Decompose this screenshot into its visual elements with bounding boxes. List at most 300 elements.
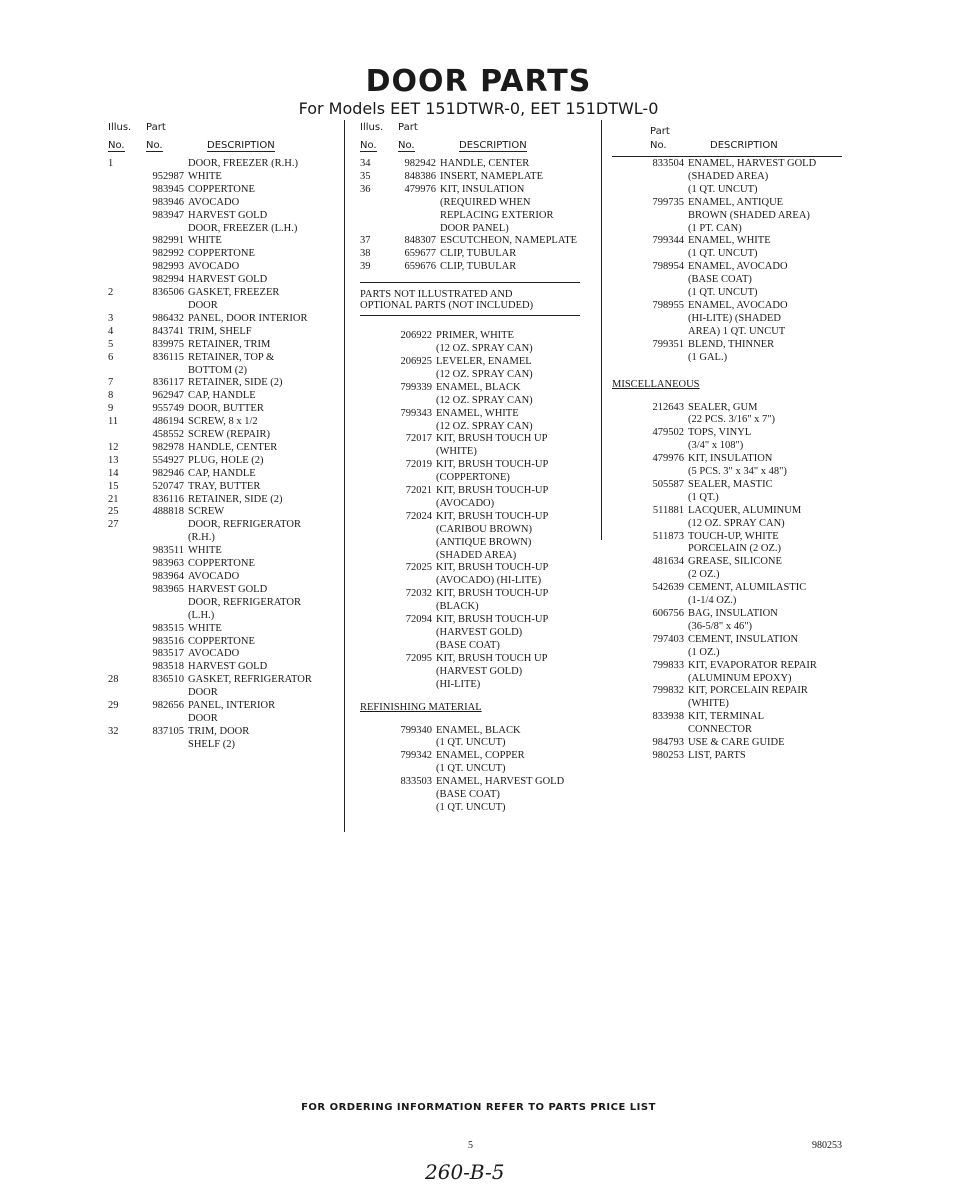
list-item [108, 571, 340, 584]
list-item [108, 223, 340, 236]
part-number: 554927 [152, 454, 184, 466]
part-number: 983517 [152, 648, 184, 660]
list-item [360, 614, 592, 627]
list-item [360, 750, 592, 763]
part-description: GASKET, FREEZER [188, 287, 280, 299]
part-number: 72024 [405, 510, 432, 522]
list-item [360, 601, 592, 614]
part-number: 72017 [405, 433, 432, 445]
list-item [612, 685, 848, 698]
list-item [108, 700, 340, 713]
ordering-info-footer: FOR ORDERING INFORMATION REFER TO PARTS PRICE LIST [301, 1102, 656, 1113]
part-number: 843741 [152, 325, 184, 337]
part-description: WHITE [188, 622, 222, 634]
column-header [360, 122, 592, 158]
part-description: COPPERTONE [188, 635, 255, 647]
part-description: COPPERTONE [188, 558, 255, 570]
part-number: 837105 [152, 725, 184, 737]
list-item [108, 597, 340, 610]
part-description: PORCELAIN (2 OZ.) [688, 543, 782, 555]
list-item [360, 472, 592, 485]
part-number: 488818 [152, 506, 184, 518]
part-description: KIT, BRUSH TOUCH UP [436, 433, 548, 445]
part-description: RETAINER, SIDE (2) [188, 493, 283, 505]
part-description: SCREW [188, 506, 225, 518]
part-description: LEVELER, ENAMEL [436, 355, 532, 367]
list-item [612, 261, 848, 274]
list-item [108, 184, 340, 197]
part-description: DOOR, BUTTER [188, 403, 264, 415]
optional-parts-title-2: OPTIONAL PARTS (NOT INCLUDED) [360, 300, 534, 312]
part-description: COPPERTONE [188, 183, 255, 195]
list-item [108, 365, 340, 378]
section-rule [360, 315, 580, 316]
part-description: PLUG, HOLE (2) [188, 454, 264, 466]
illus-number: 9 [108, 403, 114, 415]
list-item [612, 698, 848, 711]
part-description: ENAMEL, ANTIQUE [688, 196, 784, 208]
illus-number: 25 [108, 506, 119, 518]
part-description: (1 GAL.) [688, 351, 728, 363]
part-number: 982656 [152, 700, 184, 712]
part-description: (22 PCS. 3/16" x 7") [688, 414, 776, 426]
illus-number: 12 [108, 441, 119, 453]
part-description: (R.H.) [188, 532, 215, 544]
part-number: 505587 [652, 478, 684, 490]
part-description: (1 QT. UNCUT) [688, 287, 758, 299]
part-number: 986432 [152, 312, 184, 324]
illus-number: 4 [108, 325, 114, 337]
illus-number: 27 [108, 519, 119, 531]
list-item [612, 660, 848, 673]
part-number: 962947 [152, 390, 184, 402]
list-item [360, 421, 592, 434]
part-description: BOTTOM (2) [188, 364, 248, 376]
part-description: KIT, PORCELAIN REPAIR [688, 685, 808, 697]
part-number: 206925 [400, 355, 432, 367]
part-no-label: No. [398, 140, 415, 151]
list-item [360, 763, 592, 776]
list-item [612, 750, 848, 763]
part-number: 542639 [652, 582, 684, 594]
list-item [360, 511, 592, 524]
part-number: 72021 [405, 485, 432, 497]
part-number: 848386 [404, 170, 436, 182]
part-description: CAP, HANDLE [188, 390, 256, 402]
list-item [360, 248, 592, 261]
part-description: RETAINER, SIDE (2) [188, 377, 283, 389]
part-number: 212643 [652, 401, 684, 413]
part-description: WHITE [188, 545, 222, 557]
illus-number: 35 [360, 170, 371, 182]
list-item [108, 197, 340, 210]
page-number: 5 [468, 1140, 473, 1151]
part-description: (2 OZ.) [688, 569, 720, 581]
part-description: CLIP, TUBULAR [440, 248, 517, 260]
list-item [612, 556, 848, 569]
parts-list-2 [360, 158, 592, 274]
illus-number: 5 [108, 338, 114, 350]
list-item [360, 223, 592, 236]
illus-label: Illus. [360, 122, 384, 133]
list-item [360, 588, 592, 601]
list-item [612, 339, 848, 352]
list-item [612, 543, 848, 556]
list-item [612, 352, 848, 365]
list-item [360, 498, 592, 511]
part-description: CONNECTOR [688, 724, 752, 736]
list-item [108, 687, 340, 700]
part-description: LIST, PARTS [688, 749, 746, 761]
list-item [108, 558, 340, 571]
part-description: ESCUTCHEON, NAMEPLATE [440, 235, 578, 247]
part-description: BLEND, THINNER [688, 338, 775, 350]
part-number: 799340 [400, 724, 432, 736]
part-description: KIT, BRUSH TOUCH-UP [436, 614, 549, 626]
list-item [108, 210, 340, 223]
illus-number: 29 [108, 700, 119, 712]
part-description: DOOR [188, 687, 218, 699]
part-description: SEALER, MASTIC [688, 478, 773, 490]
part-description: (HI-LITE) [436, 678, 481, 690]
illus-no-label: No. [108, 140, 125, 151]
list-item [108, 545, 340, 558]
list-item [360, 330, 592, 343]
part-description: (ALUMINUM EPOXY) [688, 672, 792, 684]
part-number: 799351 [652, 338, 684, 350]
list-item [360, 789, 592, 802]
part-number: 833504 [652, 158, 684, 169]
page-subtitle: For Models EET 151DTWR-0, EET 151DTWL-0 [298, 99, 659, 118]
list-item [612, 414, 848, 427]
part-description: (HARVEST GOLD) [436, 627, 523, 638]
list-item [360, 235, 592, 248]
illus-no-label: No. [360, 140, 377, 151]
illus-number: 32 [108, 725, 119, 737]
part-number: 982993 [152, 261, 184, 273]
part-description: GASKET, REFRIGERATOR [188, 674, 312, 686]
illus-number: 36 [360, 183, 371, 195]
refinishing-list [360, 725, 592, 815]
part-description: HANDLE, CENTER [440, 158, 530, 169]
illus-number: 2 [108, 287, 114, 299]
part-description: DOOR, FREEZER (L.H.) [188, 222, 298, 234]
part-description: (12 OZ. SPRAY CAN) [436, 368, 533, 380]
column-header [108, 122, 340, 158]
list-item [360, 802, 592, 815]
part-description: KIT, EVAPORATOR REPAIR [688, 659, 817, 671]
part-number: 798955 [652, 299, 684, 311]
part-description: ENAMEL, AVOCADO [688, 299, 788, 311]
part-number: 952987 [152, 170, 184, 182]
list-item [360, 184, 592, 197]
section-rule [360, 282, 580, 283]
part-description: HANDLE, CENTER [188, 441, 278, 453]
part-label: Part [146, 122, 166, 133]
list-item [360, 343, 592, 356]
parts-list-1 [108, 158, 340, 752]
part-description: KIT, INSULATION [688, 453, 773, 465]
part-number: 982978 [152, 441, 184, 453]
list-item [360, 395, 592, 408]
part-number: 481634 [652, 556, 684, 568]
part-number: 486194 [152, 416, 184, 428]
list-item [612, 466, 848, 479]
part-description: LACQUER, ALUMINUM [688, 504, 802, 516]
list-item [360, 382, 592, 395]
list-item [360, 524, 592, 537]
list-item [360, 261, 592, 274]
list-item [108, 739, 340, 752]
list-item [612, 248, 848, 261]
list-item [108, 468, 340, 481]
part-description: CAP, HANDLE [188, 467, 256, 479]
list-item [108, 494, 340, 507]
list-item [612, 621, 848, 634]
part-number: 980253 [652, 749, 684, 761]
part-description: (12 OZ. SPRAY CAN) [688, 517, 785, 529]
part-description: CEMENT, ALUMILASTIC [688, 582, 807, 594]
list-item [612, 427, 848, 440]
list-item [360, 653, 592, 666]
part-description: ENAMEL, AVOCADO [688, 261, 788, 273]
list-item [108, 610, 340, 623]
part-description: ENAMEL, BLACK [436, 724, 521, 736]
list-item [612, 171, 848, 184]
part-number: 833938 [652, 711, 684, 723]
part-description: HARVEST GOLD [188, 274, 268, 286]
part-description: (3/4" x 108") [688, 440, 744, 452]
list-item [612, 505, 848, 518]
list-item [360, 562, 592, 575]
part-description: (REQUIRED WHEN [440, 196, 531, 208]
illus-number: 39 [360, 261, 371, 273]
list-item [108, 661, 340, 674]
part-description: ENAMEL, HARVEST GOLD [436, 776, 565, 788]
description-label: DESCRIPTION [710, 140, 778, 151]
document-number: 980253 [812, 1140, 842, 1151]
list-item [108, 674, 340, 687]
part-description: TOPS, VINYL [688, 427, 752, 439]
part-description: BROWN (SHADED AREA) [688, 209, 810, 221]
part-description: (BLACK) [436, 601, 479, 613]
part-number: 983515 [152, 622, 184, 634]
list-item [108, 713, 340, 726]
part-number: 799339 [400, 381, 432, 393]
part-number: 206922 [400, 330, 432, 342]
parts-column-2 [360, 122, 592, 815]
part-description: (1 OZ.) [688, 646, 720, 658]
illus-number: 14 [108, 467, 119, 479]
part-description: HARVEST GOLD [188, 583, 268, 595]
part-number: 799833 [652, 659, 684, 671]
part-number: 983965 [152, 583, 184, 595]
part-description: (1 QT. UNCUT) [436, 737, 506, 749]
part-number: 955749 [152, 403, 184, 415]
part-description: (HI-LITE) (SHADED [688, 312, 782, 324]
list-item [108, 532, 340, 545]
list-item [612, 569, 848, 582]
part-label: Part [398, 122, 418, 133]
part-description: RETAINER, TRIM [188, 338, 271, 350]
part-number: 458552 [152, 429, 184, 441]
part-number: 798954 [652, 261, 684, 273]
list-item [612, 595, 848, 608]
part-description: TRIM, SHELF [188, 325, 252, 337]
list-item [360, 408, 592, 421]
list-item [612, 184, 848, 197]
illus-number: 7 [108, 377, 114, 389]
part-number: 479976 [404, 183, 436, 195]
column-header [612, 122, 848, 158]
optional-parts-title: PARTS NOT ILLUSTRATED AND [360, 289, 513, 301]
part-number: 72095 [405, 652, 432, 664]
part-number: 520747 [152, 480, 184, 492]
list-item [360, 627, 592, 640]
part-description: SEALER, GUM [688, 401, 758, 413]
part-number: 511881 [652, 504, 684, 516]
list-item [612, 287, 848, 300]
list-item [108, 519, 340, 532]
part-number: 836117 [152, 377, 184, 389]
list-item [612, 274, 848, 287]
list-item [108, 390, 340, 403]
list-item [612, 402, 848, 415]
part-description: BAG, INSULATION [688, 608, 778, 619]
list-item [360, 446, 592, 459]
list-item [612, 608, 848, 621]
part-description: PRIMER, WHITE [436, 330, 514, 342]
part-description: DOOR [188, 712, 218, 724]
illus-number: 3 [108, 312, 114, 324]
page-title: DOOR PARTS [365, 64, 592, 99]
list-item [108, 377, 340, 390]
illus-number: 38 [360, 248, 371, 260]
list-item [360, 158, 592, 171]
illus-number: 21 [108, 493, 119, 505]
list-item [612, 737, 848, 750]
part-description: HARVEST GOLD [188, 661, 268, 673]
list-item [612, 647, 848, 660]
list-item [108, 261, 340, 274]
part-no-label: No. [650, 140, 667, 151]
part-number: 799342 [400, 750, 432, 762]
part-number: 836115 [152, 351, 184, 363]
part-description: (CARIBOU BROWN) [436, 523, 532, 535]
list-item [360, 776, 592, 789]
list-item [108, 403, 340, 416]
list-item [108, 584, 340, 597]
part-description: SCREW, 8 x 1/2 [188, 416, 258, 428]
part-description: ENAMEL, WHITE [688, 235, 771, 247]
part-description: SCREW (REPAIR) [188, 429, 270, 441]
parts-column-3 [612, 122, 848, 763]
list-item [612, 158, 848, 171]
header-rule [612, 156, 842, 157]
part-description: GREASE, SILICONE [688, 556, 782, 568]
part-description: DOOR, FREEZER (R.H.) [188, 158, 298, 169]
part-description: (AVOCADO) (HI-LITE) [436, 575, 542, 587]
part-number: 659676 [404, 261, 436, 273]
part-description: (36-5/8" x 46") [688, 620, 752, 632]
part-number: 983947 [152, 209, 184, 221]
part-number: 983518 [152, 661, 184, 673]
part-description: PANEL, DOOR INTERIOR [188, 312, 308, 324]
list-item [612, 223, 848, 236]
part-description: KIT, BRUSH TOUCH-UP [436, 459, 549, 471]
part-description: KIT, BRUSH TOUCH-UP [436, 485, 549, 497]
illus-number: 28 [108, 674, 119, 686]
part-description: (L.H.) [188, 609, 215, 621]
part-description: TRIM, DOOR [188, 725, 250, 737]
part-description: AVOCADO [188, 261, 240, 273]
part-number: 836510 [152, 674, 184, 686]
part-description: AVOCADO [188, 196, 240, 208]
list-item [360, 640, 592, 653]
part-number: 983945 [152, 183, 184, 195]
part-description: (SHADED AREA) [688, 170, 769, 182]
list-item [360, 725, 592, 738]
list-item [612, 518, 848, 531]
part-description: (12 OZ. SPRAY CAN) [436, 420, 533, 432]
list-item [108, 623, 340, 636]
part-description: WHITE [188, 235, 222, 247]
list-item [108, 506, 340, 519]
part-description: (1 QT. UNCUT) [436, 801, 506, 813]
list-item [612, 711, 848, 724]
list-item [108, 339, 340, 352]
part-number: 479502 [652, 427, 684, 439]
part-description: KIT, TERMINAL [688, 711, 765, 723]
list-item [612, 210, 848, 223]
optional-parts-list [360, 330, 592, 691]
part-number: 982992 [152, 248, 184, 260]
part-description: ENAMEL, COPPER [436, 750, 525, 762]
column-divider [601, 120, 602, 540]
part-description: CLIP, TUBULAR [440, 261, 517, 273]
part-description: WHITE [188, 170, 222, 182]
illus-number: 15 [108, 480, 119, 492]
part-number: 479976 [652, 453, 684, 465]
list-item [108, 158, 340, 171]
part-number: 799343 [400, 407, 432, 419]
list-item [108, 287, 340, 300]
part-description: (BASE COAT) [688, 274, 752, 286]
list-item [108, 442, 340, 455]
illus-number: 37 [360, 235, 371, 247]
list-item [612, 634, 848, 647]
part-description: (1 PT. CAN) [688, 222, 742, 234]
list-item [108, 481, 340, 494]
part-number: 511873 [652, 530, 684, 542]
part-description: (1 QT.) [688, 491, 719, 503]
part-description: (1-1/4 OZ.) [688, 595, 737, 607]
part-description: DOOR, REFRIGERATOR [188, 596, 301, 608]
list-item [108, 248, 340, 261]
part-description: (COPPERTONE) [436, 472, 510, 484]
part-number: 72094 [405, 614, 432, 626]
list-item [108, 171, 340, 184]
part-description: (ANTIQUE BROWN) [436, 536, 532, 548]
list-item [360, 210, 592, 223]
part-description: KIT, BRUSH TOUCH-UP [436, 588, 549, 600]
list-item [108, 429, 340, 442]
part-description: (BASE COAT) [436, 789, 500, 801]
part-description: (5 PCS. 3" x 34" x 48") [688, 466, 787, 478]
part-description: KIT, BRUSH TOUCH-UP [436, 562, 549, 574]
part-description: HARVEST GOLD [188, 209, 268, 221]
part-label: Part [650, 126, 670, 137]
